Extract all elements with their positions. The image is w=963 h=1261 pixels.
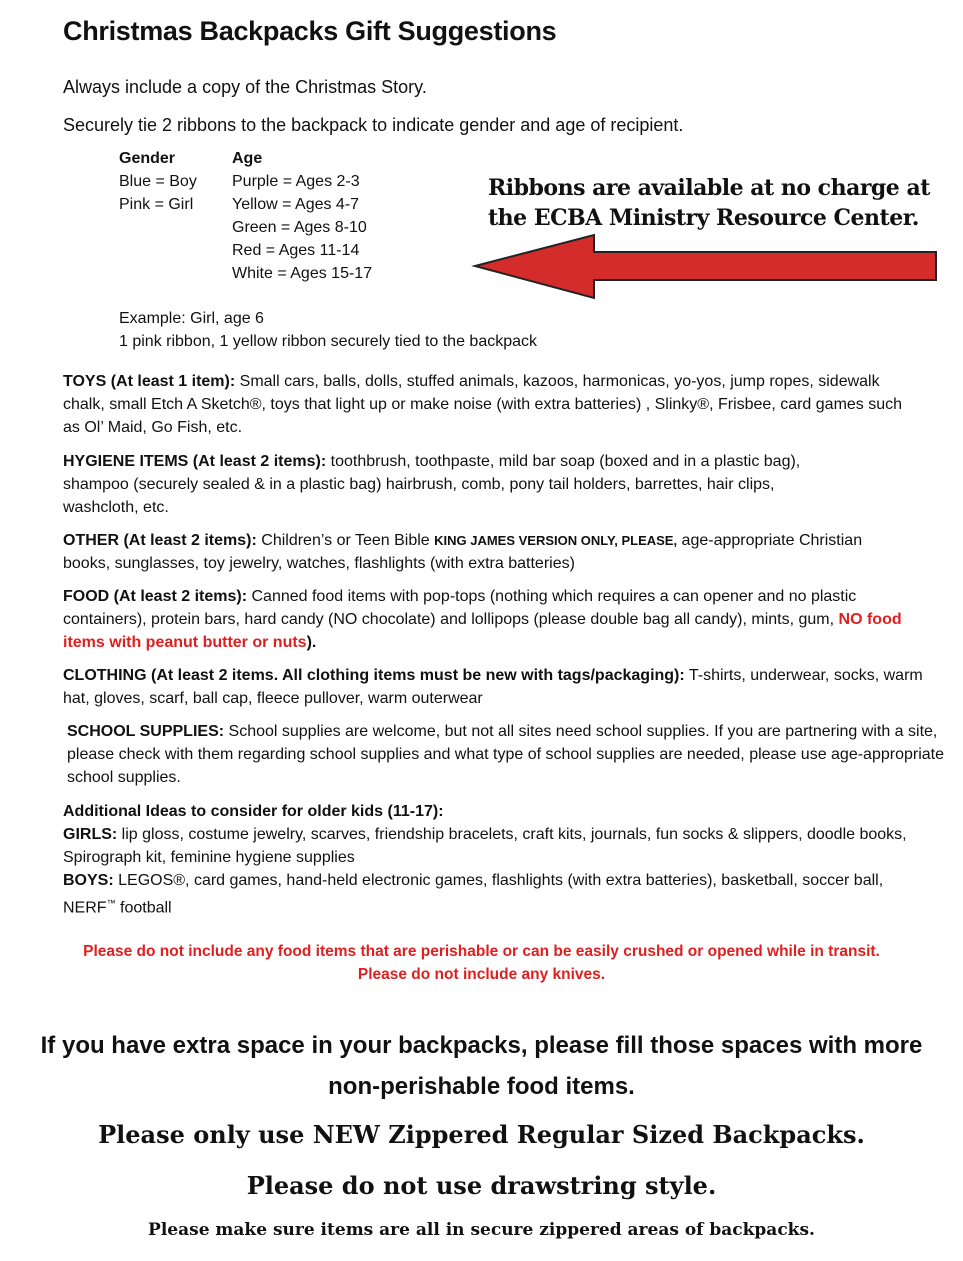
section-text: T-shirts, underwear, socks, warm hat, gloves, scarf, ball cap, fleece pullover, warm outerwear — [63, 667, 923, 707]
section-heading: HYGIENE ITEMS (At least 2 items): — [63, 453, 327, 470]
gender-item: Blue = Boy — [119, 173, 197, 190]
section-additional-ideas — [63, 800, 923, 919]
age-item: Red = Ages 11-14 — [232, 242, 360, 259]
extra-space-note — [0, 1025, 963, 1107]
age-legend — [232, 147, 372, 285]
gender-header: Gender — [119, 150, 176, 167]
gender-legend — [119, 147, 197, 216]
ribbon-availability-note — [488, 173, 930, 233]
peanut-warning: NO food items with peanut butter or nuts — [63, 611, 902, 651]
transit-warning — [0, 940, 963, 986]
section-heading: TOYS (At least 1 item): — [63, 373, 236, 390]
section-text: School supplies are welcome, but not all sites need school supplies. If you are partnering with a site, please check with them regarding school supplies and what type of school supplies are needed, please use age-appropriate school supplies. — [67, 723, 944, 786]
example-line: Example: Girl, age 6 — [119, 310, 264, 327]
girls-text: lip gloss, costume jewelry, scarves, friendship bracelets, craft kits, journals, fun socks & slippers, doodle books, Spirograph kit, feminine hygiene supplies — [63, 826, 907, 866]
age-item: Purple = Ages 2-3 — [232, 173, 360, 190]
section-text: toothbrush, toothpaste, mild bar soap (boxed and in a plastic bag), shampoo (securely sealed & in a plastic bag) hairbrush, comb, pony tail holders, barrettes, hair clips, washcloth, etc. — [63, 453, 801, 516]
section-text: age-appropriate Christian books, sunglasses, toy jewelry, watches, flashlights (with extra batteries) — [63, 532, 863, 572]
intro-ribbons: Securely tie 2 ribbons to the backpack to indicate gender and age of recipient. — [63, 115, 684, 135]
age-header: Age — [232, 150, 263, 167]
section-end: ). — [306, 634, 317, 651]
intro-christmas-story: Always include a copy of the Christmas Story. — [63, 77, 427, 97]
section-heading: OTHER (At least 2 items): — [63, 532, 257, 549]
example-line: 1 pink ribbon, 1 yellow ribbon securely tied to the backpack — [119, 333, 538, 350]
age-item: Yellow = Ages 4-7 — [232, 196, 360, 213]
section-hygiene — [63, 450, 853, 519]
boys-ideas — [63, 869, 923, 919]
kjv-note: KING JAMES VERSION ONLY, PLEASE, — [434, 533, 678, 548]
extra-space-line: If you have extra space in your backpacks, please fill those spaces with more — [40, 1032, 923, 1059]
ribbon-note-line: the ECBA Ministry Resource Center. — [488, 205, 919, 231]
age-item: White = Ages 15-17 — [232, 265, 373, 282]
page-title: Christmas Backpacks Gift Suggestions — [63, 16, 557, 46]
section-heading: Additional Ideas to consider for older kids (11-17): — [63, 803, 444, 820]
boys-label: BOYS: — [63, 872, 114, 889]
age-item: Green = Ages 8-10 — [232, 219, 367, 236]
section-text: Small cars, balls, dolls, stuffed animals, kazoos, harmonicas, yo-yos, jump ropes, sidewalk chalk, small Etch A Sketch®, toys that light up or make noise (with extra batteries) , Slinky®, Frisbee, card games such as Ol’ Maid, Go Fish, etc. — [63, 373, 903, 436]
section-heading: SCHOOL SUPPLIES: — [67, 723, 225, 740]
warning-line: Please do not include any food items that are perishable or can be easily crushed or opened while in transit. — [83, 943, 880, 960]
section-clothing — [63, 664, 923, 710]
section-other — [63, 529, 913, 575]
new-backpacks-note: Please only use NEW Zippered Regular Sized Backpacks. — [98, 1120, 865, 1149]
extra-space-line: non-perishable food items. — [328, 1073, 635, 1100]
section-food — [63, 585, 913, 654]
section-heading: FOOD (At least 2 items): — [63, 588, 248, 605]
warning-line: Please do not include any knives. — [357, 966, 606, 983]
gender-item: Pink = Girl — [119, 196, 194, 213]
section-toys — [63, 370, 913, 439]
trademark-symbol: ™ — [106, 898, 116, 908]
section-school-supplies — [67, 720, 947, 789]
boys-text-end: football — [120, 899, 172, 917]
girls-ideas — [63, 823, 923, 869]
arrow-shape — [475, 235, 936, 298]
boys-text: LEGOS®, card games, hand-held electronic games, flashlights (with extra batteries), basketball, soccer ball, NERF — [63, 872, 884, 917]
section-heading: CLOTHING (At least 2 items. All clothing items must be new with tags/packaging): — [63, 667, 685, 684]
no-drawstring-note: Please do not use drawstring style. — [246, 1171, 717, 1200]
section-text: Children’s or Teen Bible — [261, 532, 430, 549]
girls-label: GIRLS: — [63, 826, 118, 843]
ribbon-example — [119, 307, 537, 353]
left-arrow-icon — [470, 232, 940, 302]
zippered-areas-note: Please make sure items are all in secure zippered areas of backpacks. — [148, 1220, 815, 1240]
section-text: Canned food items with pop-tops (nothing which requires a can opener and no plastic containers), protein bars, hard candy (NO chocolate) and lollipops (please double bag all candy), mints, gum, — [63, 588, 857, 628]
ribbon-note-line: Ribbons are available at no charge at — [488, 175, 930, 201]
